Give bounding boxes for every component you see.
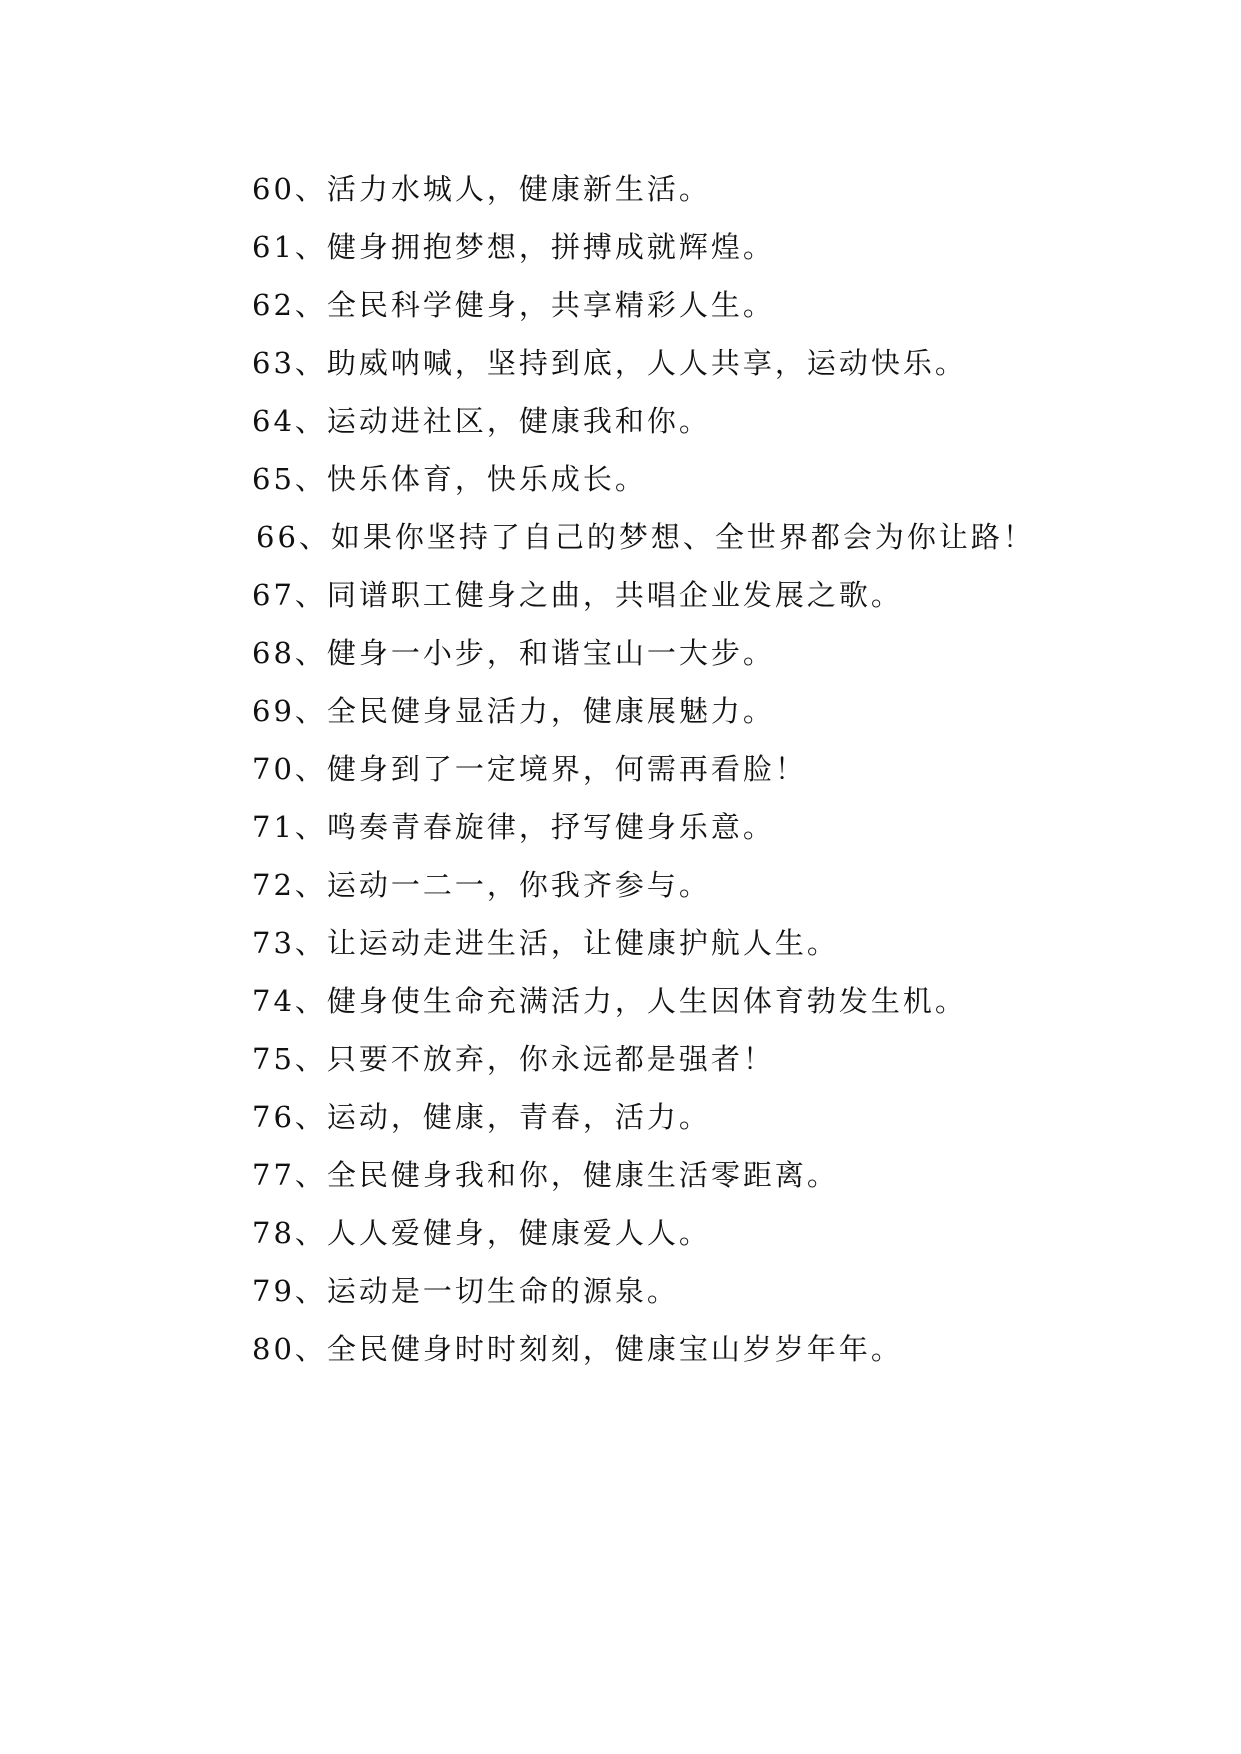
item-text: 、运动是一切生命的源泉。 [294,1274,679,1308]
item-text: 、全民科学健身，共享精彩人生。 [294,288,775,322]
item-number: 78 [252,1216,295,1250]
list-item [252,856,1152,914]
item-text: 、让运动走进生活，让健康护航人生。 [294,926,839,960]
item-number: 77 [252,1158,295,1192]
list-item [252,682,1152,740]
list-item [252,160,1152,218]
list-item [252,740,1152,798]
list-item [252,914,1152,972]
item-number: 76 [252,1100,295,1134]
list-item [252,1204,1152,1262]
item-number: 66 [256,520,299,554]
item-text: 、健身拥抱梦想，拼搏成就辉煌。 [294,230,775,264]
list-item [252,798,1152,856]
list-item [252,450,1152,508]
item-number: 61 [252,230,295,264]
item-number: 63 [252,346,295,380]
item-text: 、助威呐喊，坚持到底，人人共享，运动快乐。 [294,346,967,380]
item-number: 67 [252,578,295,612]
item-text: 、健身到了一定境界，何需再看脸！ [294,752,807,786]
item-text: 、快乐体育，快乐成长。 [294,462,647,496]
item-number: 73 [252,926,295,960]
list-item [252,1146,1152,1204]
item-number: 64 [252,404,295,438]
list-item [252,566,1152,624]
item-number: 65 [252,462,295,496]
item-number: 69 [252,694,295,728]
item-text: 、运动进社区，健康我和你。 [294,404,711,438]
item-number: 80 [252,1332,295,1366]
list-item [252,334,1152,392]
list-item [252,624,1152,682]
item-text: 、健身一小步，和谐宝山一大步。 [294,636,775,670]
item-number: 72 [252,868,295,902]
item-text: 、人人爱健身，健康爱人人。 [294,1216,711,1250]
list-item [252,276,1152,334]
item-number: 75 [252,1042,295,1076]
item-number: 68 [252,636,295,670]
item-text: 、全民健身我和你，健康生活零距离。 [294,1158,839,1192]
list-item [252,1030,1152,1088]
item-text: 、如果你坚持了自己的梦想、全世界都会为你让路！ [298,520,1035,554]
list-item [252,508,1152,566]
list-item [252,972,1152,1030]
item-number: 60 [252,172,295,206]
item-number: 70 [252,752,295,786]
item-text: 、全民健身时时刻刻，健康宝山岁岁年年。 [294,1332,903,1366]
list-item [252,218,1152,276]
list-item [252,1320,1152,1378]
item-number: 71 [252,810,295,844]
item-text: 、鸣奏青春旋律，抒写健身乐意。 [294,810,775,844]
item-text: 、全民健身显活力，健康展魅力。 [294,694,775,728]
item-text: 、只要不放弃，你永远都是强者！ [294,1042,775,1076]
list-item [252,1088,1152,1146]
item-text: 、同谱职工健身之曲，共唱企业发展之歌。 [294,578,903,612]
item-text: 、运动一二一，你我齐参与。 [294,868,711,902]
item-number: 74 [252,984,295,1018]
list-item [252,392,1152,450]
item-text: 、活力水城人，健康新生活。 [294,172,711,206]
slogan-list [252,160,1152,1378]
item-number: 79 [252,1274,295,1308]
item-number: 62 [252,288,295,322]
list-item [252,1262,1152,1320]
item-text: 、健身使生命充满活力，人生因体育勃发生机。 [294,984,967,1018]
item-text: 、运动，健康，青春，活力。 [294,1100,711,1134]
